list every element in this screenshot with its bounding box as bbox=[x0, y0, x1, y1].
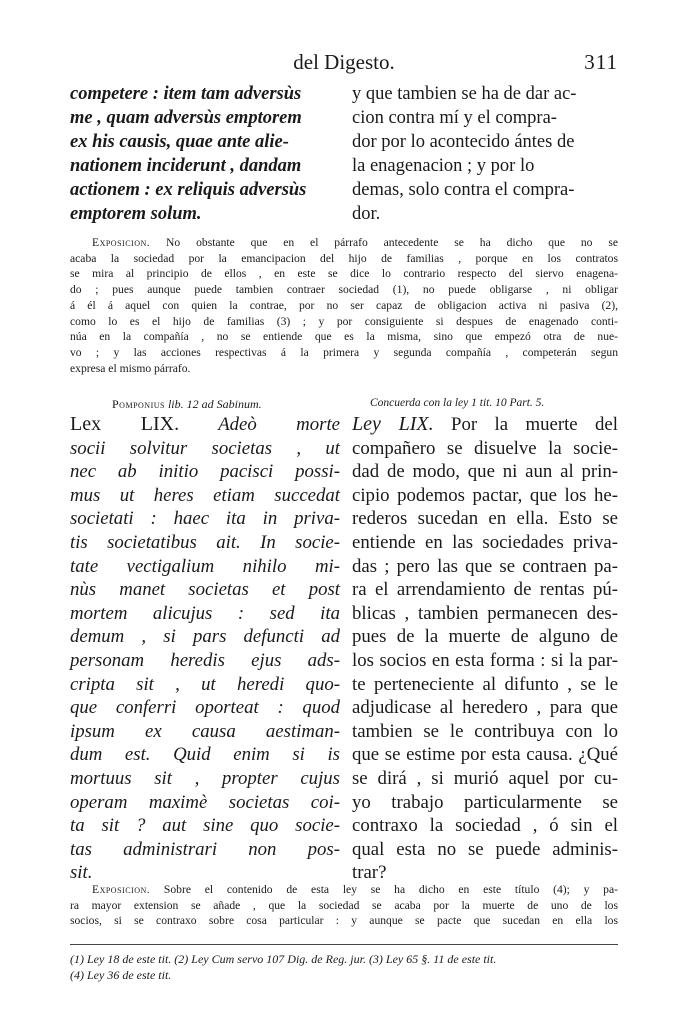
text-line: acaba la sociedad por la emancipacion del hijo de familias , porque en los contratos bbox=[70, 251, 618, 265]
text-line: societati : haec ita in priva- bbox=[70, 508, 340, 530]
text-line bbox=[70, 235, 618, 251]
text-line: que se estime por esta causa. ¿Qué bbox=[352, 744, 618, 766]
text-line: ex his causis, quae ante alie- bbox=[70, 132, 289, 152]
text-line: mortem alicujus : sed ita bbox=[70, 602, 340, 624]
text-line: mus ut heres etiam succedat bbox=[70, 484, 340, 506]
running-title: del Digesto. bbox=[293, 50, 395, 74]
text-line: nec ab initio pacisci possi- bbox=[70, 461, 340, 483]
text-line: competere : item tam adversùs bbox=[70, 84, 302, 104]
text-line: tis societatibus ait. In socie- bbox=[70, 531, 340, 553]
text-line: expresa el mismo párrafo. bbox=[70, 361, 191, 375]
text-line: entiende en las sociedades priva- bbox=[352, 531, 618, 553]
text-line: ra el arrendamiento de rentas pú- bbox=[352, 579, 618, 601]
text-span: Sobre el contenido de esta ley se ha dicho en este título (4); y pa- bbox=[163, 883, 618, 896]
text-line: yo trabajo particularmente se bbox=[352, 791, 618, 813]
text-line: dum est. Quid enim si is bbox=[70, 744, 340, 766]
text-line: tate vectigalium nihilo mi- bbox=[70, 555, 340, 577]
text-line bbox=[70, 882, 618, 898]
text-line: ipsum ex causa aestiman- bbox=[70, 720, 340, 742]
text-line: socios, si se contraxo sobre cosa particular : y aunque se pacte que sucedan en ella los bbox=[70, 914, 618, 928]
text-line: nationem inciderunt , dandam bbox=[70, 156, 302, 176]
text-line: cipio podemos pactar, que los he- bbox=[352, 484, 618, 506]
text-line: como lo es el hijo de familias (3) ; y por consiguiente si despues de enagenado conti- bbox=[70, 314, 618, 328]
text-line: demas, solo contra el compra- bbox=[352, 180, 575, 200]
text-span: Por la muerte del bbox=[451, 414, 618, 435]
text-line: te perteneciente al difunto , se le bbox=[352, 673, 618, 695]
text-span: No obstante que en el párrafo antecedente se ha dicho que no se bbox=[166, 236, 618, 249]
text-line: ra mayor extension se añade , que la sociedad se acaba por la muerte de uno de los bbox=[70, 898, 618, 912]
footnote-line: (1) Ley 18 de este tit. (2) Ley Cum servo 107 Dig. de Reg. jur. (3) Ley 65 §. 11 de este tit. bbox=[70, 952, 497, 966]
text-line: que conferri oporteat : quod bbox=[70, 697, 340, 719]
text-line: la enagenacion ; y por lo bbox=[352, 156, 535, 176]
text-line: núa en la compañía , no se entiende que es la misma, sino que empezó otra de nue- bbox=[70, 330, 618, 344]
text-line bbox=[352, 413, 618, 437]
law-heading-spanish: Ley LIX. bbox=[352, 413, 434, 435]
law-heading-latin: Lex LIX. bbox=[70, 413, 180, 435]
footnote-divider bbox=[70, 944, 618, 945]
text-line: pues de la muerte de alguno de bbox=[352, 626, 618, 648]
text-line: demum , si pars defuncti ad bbox=[70, 626, 340, 648]
page-header bbox=[70, 50, 618, 74]
text-line: nùs manet societas et post bbox=[70, 579, 340, 601]
footnotes bbox=[70, 952, 618, 983]
text-line: adjudicase al heredero , para que bbox=[352, 697, 618, 719]
text-line: se dirá , si murió aquel por cu- bbox=[352, 767, 618, 789]
spanish-column-main bbox=[352, 413, 618, 885]
text-line: trar? bbox=[352, 862, 387, 884]
exposicion-paragraph-2 bbox=[70, 882, 618, 929]
text-line: cripta sit , ut heredi quo- bbox=[70, 673, 340, 695]
text-line: dad de modo, que ni aun al prin- bbox=[352, 461, 618, 483]
text-line: blicas , tambien permanecen des- bbox=[352, 602, 618, 624]
text-line: vo ; y las acciones respectivas á la primera y segunda compañía , competerán segun bbox=[70, 345, 618, 359]
latin-column-top bbox=[70, 82, 340, 226]
spanish-column-top bbox=[352, 82, 618, 226]
text-line: sit. bbox=[70, 862, 93, 884]
text-line bbox=[70, 413, 340, 437]
text-line: se mira al principio de ellos , en este se dice lo contrario respecto del siervo enagena- bbox=[70, 267, 618, 281]
text-line: á él á aquel con quien la contrae, por no ser capaz de obligacion activa ni pasiva (2), bbox=[70, 298, 618, 312]
text-line: qual esta no se puede adminis- bbox=[352, 838, 618, 860]
text-line: me , quam adversùs emptorem bbox=[70, 108, 302, 128]
text-line: compañero se disuelve la socie- bbox=[352, 437, 618, 459]
text-span: Adeò morte bbox=[218, 414, 340, 435]
text-line: rederos sucedan en ella. Esto se bbox=[352, 508, 618, 530]
text-line: emptorem solum. bbox=[70, 204, 202, 224]
source-citation-latin bbox=[112, 397, 262, 412]
text-line: cion contra mí y el compra- bbox=[352, 108, 557, 128]
text-line: los socios en esta forma : si la par- bbox=[352, 649, 618, 671]
exposicion-label: Exposicion. bbox=[92, 236, 151, 249]
footnote-line: (4) Ley 36 de este tit. bbox=[70, 967, 172, 982]
source-reference: lib. 12 ad Sabinum. bbox=[167, 397, 262, 411]
text-line: personam heredis ejus ads- bbox=[70, 649, 340, 671]
text-line: mortuus sit , propter cujus bbox=[70, 767, 340, 789]
exposicion-label: Exposicion. bbox=[92, 883, 151, 896]
text-line: actionem : ex reliquis adversùs bbox=[70, 180, 307, 200]
text-line: tas administrari non pos- bbox=[70, 838, 340, 860]
text-line: y que tambien se ha de dar ac- bbox=[352, 84, 577, 104]
text-line: das ; pero las que se contraen pa- bbox=[352, 555, 618, 577]
text-line: ta sit ? aut sine quo socie- bbox=[70, 815, 340, 837]
page-number: 311 bbox=[584, 50, 618, 74]
latin-column-main bbox=[70, 413, 340, 885]
text-line: do ; pues aunque puede tambien contraer sociedad (1), no puede obligarse , ni obligar bbox=[70, 283, 618, 297]
text-line: dor por lo acontecido ántes de bbox=[352, 132, 575, 152]
text-line: operam maximè societas coi- bbox=[70, 791, 340, 813]
text-line: dor. bbox=[352, 204, 381, 224]
text-line: contraxo la sociedad , ó sin el bbox=[352, 815, 618, 837]
text-line: socii solvitur societas , ut bbox=[70, 437, 340, 459]
text-line: tambien se le contribuya con lo bbox=[352, 720, 618, 742]
exposicion-paragraph-1 bbox=[70, 235, 618, 376]
source-citation-spanish: Concuerda con la ley 1 tit. 10 Part. 5. bbox=[370, 397, 545, 409]
source-author: Pomponius bbox=[112, 397, 165, 411]
